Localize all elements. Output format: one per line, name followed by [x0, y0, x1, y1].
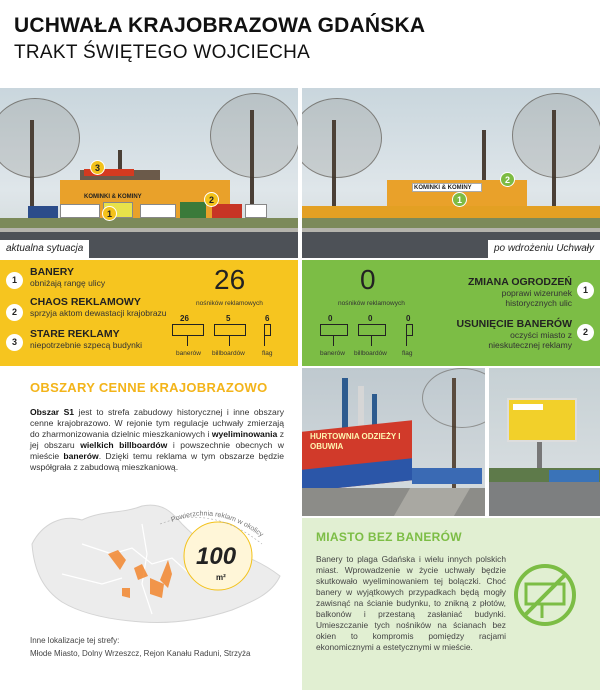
body-fragment: Obszar S1	[30, 407, 75, 417]
photo-current-situation	[0, 88, 298, 258]
label-flags: flag	[262, 350, 273, 357]
item-desc: sprzyja aktom dewastacji krajobrazu	[30, 308, 167, 318]
after-resolution-panel	[302, 260, 600, 366]
count-billboards: 5	[226, 314, 231, 323]
marker-2: 2	[204, 192, 219, 207]
body-fragment: z jej obszaru	[30, 429, 284, 450]
photo-billboard	[489, 368, 600, 516]
photo-after-resolution	[302, 88, 600, 258]
city-map	[22, 484, 292, 634]
item-desc: oczyści miasto z nieskutecznej reklamy	[488, 330, 572, 350]
locations-list: Młode Miasto, Dolny Wrzeszcz, Rejon Kanału Raduni, Strzyża	[30, 649, 251, 658]
label-flags-after: flag	[402, 350, 413, 357]
body-fragment: . Dzięki temu reklama w tym obszarze będzie współgrała z zabudową mieszkaniową.	[30, 451, 284, 472]
body-fragment: banerów	[63, 451, 99, 461]
photo-street-banners	[302, 368, 485, 516]
label-billboards-after: billboardów	[354, 350, 387, 357]
item-title: CHAOS REKLAMOWY	[30, 296, 141, 308]
body-fragment: wyeliminowania	[211, 429, 278, 439]
count-banners-after: 0	[328, 314, 333, 323]
map-curve-label: Powierzchnia reklam w okolicy	[170, 510, 265, 539]
item-number: 2	[577, 324, 594, 341]
city-without-banners-section	[302, 518, 600, 690]
other-locations	[30, 634, 250, 660]
label-banners: banerów	[176, 350, 201, 357]
banner-icon	[320, 324, 348, 336]
total-label-after: nośników reklamowych	[338, 300, 405, 307]
count-banners: 26	[180, 314, 189, 323]
item-title: ZMIANA OGRODZEŃ	[467, 276, 572, 288]
body-fragment: wielkich billboardów	[80, 440, 168, 450]
count-billboards-after: 0	[368, 314, 373, 323]
item-title: BANERY	[30, 266, 74, 278]
map-value: 100	[196, 543, 237, 570]
marker-3: 3	[90, 160, 105, 175]
hurtownia-sign: HURTOWNIA ODZIEŻY I OBUWIA	[310, 432, 401, 451]
item-desc: niepotrzebnie szpecą budynki	[30, 340, 142, 350]
locations-label: Inne lokalizacje tej strefy:	[30, 636, 120, 645]
item-number: 3	[6, 334, 23, 351]
marker-2-after: 2	[500, 172, 515, 187]
section-body: Banery to plaga Gdańska i wielu innych polskich miast. Wprowadzenie w życie uchwały będzie skutkowało wyeliminowaniem tej bolączki. Choć banery w wyjątkowych przypadkach będą mogły zawisnąć na ścianie budynku, to znikną z płotów, balkonów i przestaną zasłaniać budynki. Umieszczanie tych nośników na ścianach bez okien to kompromis pomiędzy racjami ekonomicznymi a estetycznymi w mieście.	[316, 554, 506, 652]
billboard-icon	[214, 324, 246, 336]
section-body	[30, 407, 284, 473]
total-label: nośników reklamowych	[196, 300, 263, 307]
item-number: 2	[6, 304, 23, 321]
banner-icon	[172, 324, 204, 336]
body-fragment: i powszechnie obecnych w mieście	[30, 440, 285, 461]
flag-icon	[264, 324, 271, 336]
flag-icon	[406, 324, 413, 336]
item-title: USUNIĘCIE BANERÓW	[456, 318, 572, 330]
header	[0, 0, 600, 88]
total-carriers-after: 0	[360, 264, 376, 295]
item-title: STARE REKLAMY	[30, 328, 120, 340]
left-building-sign: KOMINKI & KOMINY	[84, 194, 142, 200]
page-subtitle: TRAKT ŚWIĘTEGO WOJCIECHA	[14, 42, 311, 63]
total-carriers: 26	[214, 264, 246, 295]
page-title: UCHWAŁA KRAJOBRAZOWA GDAŃSKA	[14, 14, 426, 37]
label-billboards: billboardów	[212, 350, 245, 357]
item-desc: obniżają rangę ulicy	[30, 278, 106, 288]
count-flags-after: 0	[406, 314, 411, 323]
body-fragment: jest to strefa zabudowy historycznej i inne obszary cenne krajobrazowo. W rejonie tym regulacje uchwały zmierzają do zharmonizowania dzielnic mieszkaniowych i	[30, 407, 284, 439]
marker-1-after: 1	[452, 192, 467, 207]
item-number: 1	[6, 272, 23, 289]
section-title: MIASTO BEZ BANERÓW	[316, 530, 462, 544]
section-title: OBSZARY CENNE KRAJOBRAZOWO	[30, 380, 268, 395]
no-banner-icon	[512, 562, 578, 628]
count-flags: 6	[265, 314, 270, 323]
label-banners-after: banerów	[320, 350, 345, 357]
marker-1: 1	[102, 206, 117, 221]
item-desc: poprawi wizerunek historycznych ulic	[501, 288, 572, 308]
billboard-icon	[358, 324, 386, 336]
caption-after: po wdrożeniu Uchwały	[488, 240, 600, 258]
map-unit: m²	[216, 573, 226, 582]
current-situation-panel	[0, 260, 298, 366]
item-number: 1	[577, 282, 594, 299]
caption-current: aktualna sytuacja	[0, 240, 89, 258]
right-building-sign: KOMINKI & KOMINY	[414, 185, 472, 191]
